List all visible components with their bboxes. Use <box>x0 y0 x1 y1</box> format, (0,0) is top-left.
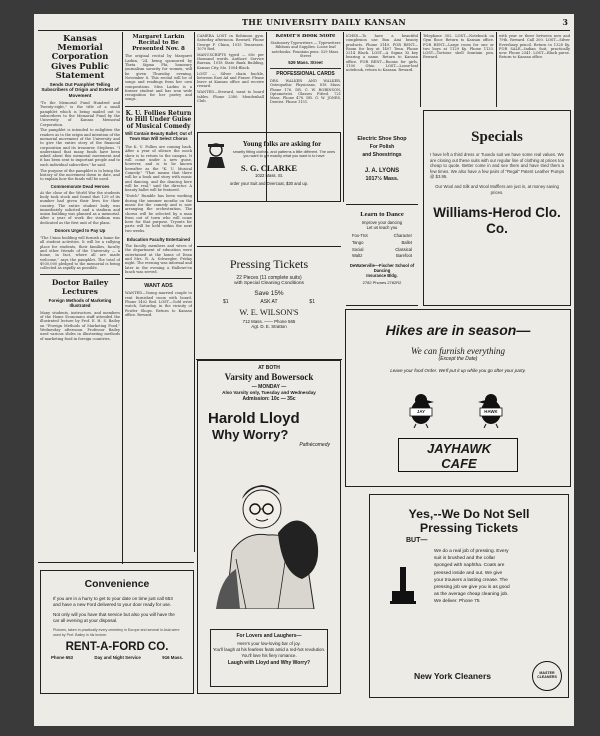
dance-sub2: Let us teach you <box>366 225 398 230</box>
specials-store: Williams-Herod Clo. Co. <box>433 205 561 237</box>
rent-hours: Day and Night Service <box>94 655 141 661</box>
shoe-sub1: For Polish <box>369 144 395 150</box>
lloyd-tagline5: Laugh with Lloyd and Why Worry? <box>227 660 311 666</box>
dance-sub: Improve your dancing <box>361 220 403 225</box>
rent-phone: Phone 653 <box>51 655 73 661</box>
shoe-sub2: and Shoestrings <box>362 152 402 158</box>
dance-ad <box>346 204 418 306</box>
nyc-title1: Yes,--We Do Not Sell <box>408 507 530 521</box>
jayhawk-left-label: JAY <box>416 409 426 414</box>
article-headline: K. U. Follies Return to Hill Under Guise of Musical Comedy <box>125 109 192 130</box>
clarke-headline: Young folks are asking for <box>242 140 322 148</box>
kesters-title: Kester's Book Store <box>275 34 336 39</box>
lloyd-tagline4: You'll love his fiery romance. <box>241 653 297 658</box>
hikes-line1: We can furnish everything <box>411 346 505 356</box>
column-1 <box>40 34 120 558</box>
article-body: The faculty members and wives of the department of education were entertained at the home of Dean and Mrs. R. A. Schwegler, Friday night. The evening was informal and later in the evening a Hallowe'en lunch was served. <box>125 244 192 274</box>
article-body: At the close of the World War the students body took stock and found that 129 of its number had given their lives for their country. The entire student body was immediately solicited and a stadium and union building was planned as a memorial. After a year of work the stadium was dedicated as the first unit of the plans. <box>40 190 120 225</box>
rent-name: RENT-A-FORD CO. <box>65 641 169 654</box>
article-headline: Doctor Bailey Lectures <box>51 278 109 296</box>
lloyd-tagline2: Here's your low-loving bar of joy. <box>237 641 301 646</box>
classifieds-column-5: Telephone 302. LOST—Notebook on Gym floor. Return to Kansan office. FOR RENT—Large room for one or two boys at 1129 Ky. Phone 1133. LOST—Tortoise shell fountain pen. Reward. <box>423 34 494 60</box>
dance-insurance: Insurance Bldg. <box>366 273 398 279</box>
kesters-lines: Stationery Typewriters — Typewriters Ribbons and Supplies. Loose leaf notebooks. Fountain pens. 529 Mass. Street <box>270 40 341 58</box>
specials-body: I have left a third dress or Tuxedo suit we have some real values. We are closing out these suits with our regular line of clothing at prices too cheap to quote. Better come in and see them and have tried them a few times. We also have a few pairs of "Regal" Patent Leather Pumps @ $3.95. <box>430 152 564 180</box>
cafe-name-text: JAYHAWK CAFE <box>426 441 492 471</box>
wilson-title: Pressing Tickets <box>229 257 309 271</box>
lloyd-film: Why Worry? <box>212 427 289 442</box>
masthead-title: THE UNIVERSITY DAILY KANSAN <box>241 17 407 27</box>
lloyd-studio: Pathécomedy <box>299 442 330 448</box>
lloyd-at: AT BOTH <box>258 365 280 371</box>
clarke-name: S. G. CLARKE <box>240 162 298 173</box>
nyc-body: We do a real job of pressing. Every suit is brushed and the collar sponged with naphtha. Coats are pressed inside and out. We give your trousers a lasting crease. The pressing job we give you is as good as the average cheap cleaning job. We deliver. Phone 75 <box>434 549 510 605</box>
lloyd-theaters: Varsity and Bowersock <box>224 372 314 382</box>
lloyd-admission: Admission: 10c — 35c <box>242 396 296 402</box>
article-subhead: Sends Out Pamphlet Telling Subscribers of Origin and Extent of Movement <box>41 82 119 98</box>
dance-phones: 2782 Phones 2782R2 <box>362 280 402 286</box>
prof-cards-title: PROFESSIONAL CARDS <box>276 71 335 78</box>
wilson-price-right: $1 <box>309 299 315 305</box>
clarke-tagline: order your Suit and Overcoat, $30 and up. <box>229 180 309 186</box>
article-body: "To the Memorial Fund Hundred and Twenty-eight," is the title of a small pamphlet which is being mailed out to subscribers to the Memorial Fund by the University of Kansas Memorial Corporation. The pamphlet is intended to enlighten the readers as to the origin and intention of the memorial movement of the University and to give the entire story of the financial corporation and its treasurer, Stephens. "I understand that many funds have been asked about this memorial movement and it has been sent to important people and to each individual subscriber," he said. The purpose of the pamphlet is to bring the history of the movement down to date, and to explain how the funds will be used. <box>40 101 120 182</box>
shoe-name: J. A. LYONS <box>364 168 400 174</box>
specials-title: Specials <box>471 129 523 145</box>
hikes-ad <box>345 309 571 487</box>
nyc-cleaners-ad <box>369 494 569 698</box>
wilson-address: 712 Mass. —— Phone 565 <box>242 319 296 324</box>
nyc-but: BUT— <box>406 537 428 544</box>
clarke-address: 1022 Mass. St. <box>255 172 283 178</box>
article-headline: Kansas Memorial Corporation Gives Public Statement <box>51 34 109 80</box>
wilson-line1: 22 Pieces (11 complete suits) <box>236 275 302 281</box>
lloyd-tagline-box <box>210 629 328 687</box>
lloyd-movie-ad <box>197 360 341 694</box>
column-2 <box>125 34 192 544</box>
master-cleaners-seal <box>532 661 562 691</box>
seal-text: MASTER CLEANERS <box>537 671 557 680</box>
classifieds-column-3: CAMERA LOST in Robinson gym. Saturday afternoon. Reward. Phone George F. Chinn, 1015 Tennessee. 1079 Red. MANUSCRIPTS typed — 60c per thousand words. Authors' Service Bureau, 1018 State Bank Building, Kansas City, Mo. 1004-Black. LOST — Silver chain buckle, between East Ad and Fraser. Please leave at Kansan office and receive reward. WANTED—Steward, meat to board tables. Phone 2380. Mendenhall Club. <box>197 34 264 103</box>
article-subhead: Donors Urged to Pay Up <box>54 227 106 233</box>
newspaper-page <box>34 14 574 726</box>
hikes-line3: Leave your food Order. We'll put it up while you go after your party. <box>390 368 526 373</box>
dance-title: Learn to Dance <box>360 211 404 218</box>
rent-body1: If you are in a hurry to get to your date on time just call 653 and have a new Ford delivered to your door ready for use. <box>53 596 173 607</box>
article-subhead: Will Contain Beauty Ballet; Out of Town Man Will Select Chorus <box>125 131 192 142</box>
prof-cards-lines: DRS. WALKER AND WALKER, Osteopathic Physicians. 818 Mass. Phone 176. DR. C. W. ROBINSON, Optometrist. Glasses Fitted. 721 Mass. Phone 478. DR. G. W. JONES, Dentist. Phone 1151. <box>270 78 341 105</box>
article-subhead: Foreign Methods of Marketing Illustrated <box>48 297 112 308</box>
lloyd-tagline3: You'll laugh at his fearless feats amid a red-hot revolution. <box>212 647 326 652</box>
article-subhead: Education Faculty Entertained <box>126 237 191 243</box>
specials-body2: Our Wool and Silk and Wool Mufflers are just in, at money saving prices. <box>435 183 559 195</box>
cafe-name <box>398 438 518 472</box>
want-ads-heading: WANT ADS <box>144 283 173 290</box>
wilson-save: Save 15% <box>254 290 284 297</box>
article-body: The original recital by Margaret Larkin, '24, being sponsored by Theta Sigma Phi, honorary journalism sorority for women, will be given Thursday evening, November 8. This recital will be of songs and readings from her own compositions. Miss Larkin is a former student and has won wide recognition for her poetry and songs. <box>125 54 192 102</box>
rent-address: 916 Mass. <box>162 655 183 661</box>
dance-left-list: Fox-Trot Tango Social Waltz <box>352 233 368 259</box>
classifieds-column-6: with year or three between now and 79th. Reward. Call 200. LOST—Silver Eversharp pencil. Return to 1328 Ky. FOR SALE—Indian Suit, practically new. Phone 2341. LOST—Black purse. Return to Kansan office. <box>499 34 570 60</box>
wilson-pressing-ad <box>197 246 341 360</box>
wilson-agent: Agt. D. E. Stratton <box>251 324 287 329</box>
jayhawk-right-label: HAWK <box>484 409 498 414</box>
nyc-title2: Pressing Tickets <box>419 521 519 535</box>
lloyd-monday: — MONDAY — <box>251 384 287 390</box>
want-ads-body: WANTED—Young married couple to rent furnished room with board. Phone 1402 Red. LOST—Gold wrist watch, Saturday, in the vicinity of Fowler Shops. Return to Kansan office. Reward. <box>125 291 192 317</box>
nyc-name: New York Cleaners <box>414 671 492 681</box>
article-body: "The Union building will furnish a home for all student activities. It will be a rallying place for students, their families, faculty and other friends of the University — a home, in fact, where all are made welcome," says the pamphlet. The total of $930,000 pledged to the memorial is being collected as rapidly as possible. <box>40 236 120 271</box>
wilson-askat: ASK AT <box>260 299 278 305</box>
wilson-line2: with Special Cleaning Conditions <box>234 281 304 286</box>
shoe-title: Electric Shoe Shop <box>357 136 407 142</box>
rent-body2: Not only will you have that service but also you will have the car all evening at your disposal. <box>53 612 175 623</box>
dance-right-list: Character Ballet Classical Barefoot <box>393 233 412 259</box>
article-body: Many students, instructors, and members of the Home Economics staff attended the illustrated lecture by Prof. E. H. S. Bailey on "Foreign Methods of Marketing Food," Wednesday afternoon. Professor Bailey used various slides in illustrating methods of marketing food in foreign countries. <box>40 310 120 341</box>
dance-school: DeWaterville—Fischer School of Dancing <box>349 263 415 274</box>
shoe-address: 1017½ Mass. <box>365 176 399 182</box>
shoe-shop-ad <box>346 132 418 202</box>
lloyd-illustration <box>206 459 332 609</box>
hikes-title: Hikes are in season— <box>385 322 531 338</box>
rent-title: Convenience <box>84 579 150 590</box>
hat-icon <box>204 141 228 169</box>
lloyd-tagline1: For Lovers and Laughers— <box>236 633 302 639</box>
rent-body3: Pictures, taken in practically every cemetery in Europe and several in Asia were used by Prof. Bailey in his lecture. <box>53 628 180 637</box>
wilson-price-left: $1 <box>223 299 229 305</box>
clarke-ad <box>197 132 341 202</box>
article-headline: Margaret Larkin Recital to Be Presented Nov. 8 <box>132 34 185 53</box>
classifieds-column-4: ICHES—To have a beautiful complexion use Bon Ami beauty products. Phone 3149. FOR RENT—Room for boy at 1407 Tenn. Phone 2214 Black. LOST—A Sigma Xi key bearing a name. Return to Kansan office. FOR RENT—Rooms for girls, 1100 Ohio. LOST—Loose-leaf notebook, return to Kansan. Reward. <box>346 34 418 73</box>
rent-a-ford-ad <box>40 570 194 694</box>
article-body: "Dutch" Rumble has been working during the summer months on the music for the comedy and is now arranging the orchestration. The chorus will be selected by a man from out of town who will come here for that purpose. Tryouts for parts will be held within the next two weeks. <box>125 194 192 233</box>
wilson-name: W. E. WILSON'S <box>239 308 299 317</box>
lloyd-also: Also Varsity only, Tuesday and Wednesday <box>222 390 316 395</box>
page-number: 3 <box>562 17 568 27</box>
kesters-address: 529 Mass. Street <box>288 60 323 66</box>
clarke-body: smartly fitting clothes, and patterns a little different. The ones you want to get exactly what you want is to have <box>232 150 336 159</box>
press-icon <box>388 565 418 605</box>
lloyd-star: Harold Lloyd <box>208 410 300 427</box>
specials-ad <box>423 110 571 306</box>
article-subhead: Commemorate Dead Heroes <box>50 183 110 189</box>
article-body: The K. U. Follies are coming back. After a year of silence the mock show is to return to the campus. It will come under a new guise, however, and is to be known hereafter as the "K. U. Musical Comedy." "That means that there will be a book and story with music and dancing, and the dancing here will be real," said the director. A beauty ballet will be featured. <box>125 145 192 193</box>
kesters-ad <box>270 34 341 124</box>
hikes-line2: (Except the Date) <box>438 356 478 362</box>
